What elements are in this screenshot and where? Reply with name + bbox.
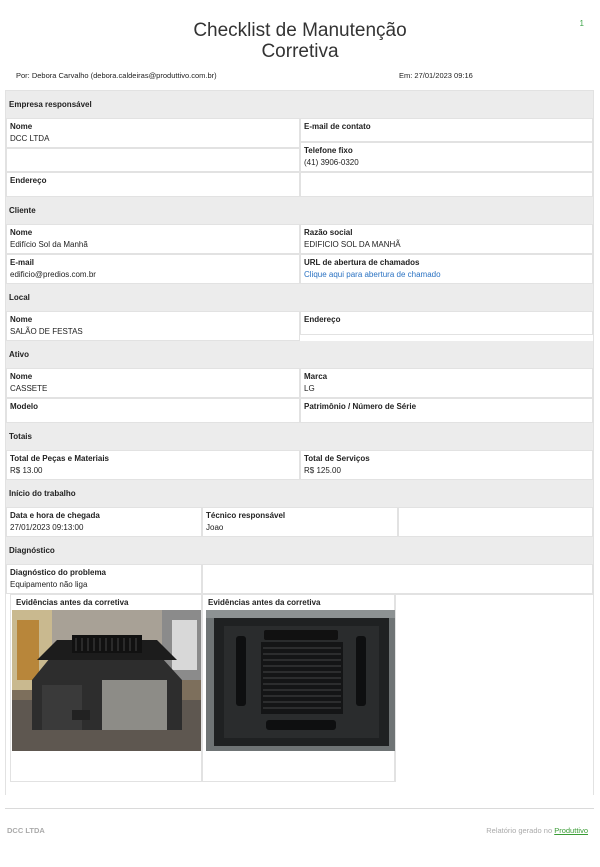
field-label: Diagnóstico do problema: [10, 568, 107, 577]
field-value: (41) 3906-0320: [304, 158, 359, 167]
footer-company: DCC LTDA: [7, 826, 45, 835]
cliente-nome: [6, 224, 300, 254]
field-label: URL de abertura de chamados: [304, 258, 420, 267]
field-value: CASSETE: [10, 384, 48, 393]
footer-generated: [486, 826, 588, 835]
section-totais-header: Totais: [6, 423, 593, 450]
totais-servicos: [300, 450, 593, 480]
ativo-marca: [300, 368, 593, 398]
evidence-blank: [395, 594, 593, 782]
ativo-nome: [6, 368, 300, 398]
open-ticket-link[interactable]: Clique aqui para abertura de chamado: [304, 270, 441, 279]
evidence-label-1: Evidências antes da corretiva: [16, 598, 129, 607]
field-label: Data e hora de chegada: [10, 511, 100, 520]
section-local-header: Local: [6, 284, 593, 311]
ativo-patrimonio: [300, 398, 593, 423]
footer-generated-prefix: Relatório gerado no: [486, 826, 553, 835]
field-value: DCC LTDA: [10, 134, 50, 143]
date-line: Em: 27/01/2023 09:16: [399, 71, 473, 80]
cliente-email: [6, 254, 300, 284]
report-title: [0, 20, 600, 62]
field-value: SALÃO DE FESTAS: [10, 327, 83, 336]
empresa-blank-2: [300, 172, 593, 197]
evidence-cell-1: [10, 594, 202, 782]
empresa-nome: [6, 118, 300, 148]
empresa-telefone: [300, 142, 593, 172]
section-cliente-header: Cliente: [6, 197, 593, 224]
field-value: Edifício Sol da Manhã: [10, 240, 88, 249]
produttivo-link[interactable]: Produttivo: [554, 826, 588, 835]
field-label: Modelo: [10, 402, 38, 411]
field-value: 27/01/2023 09:13:00: [10, 523, 84, 532]
footer-divider: [5, 808, 594, 809]
field-label: Nome: [10, 372, 33, 381]
field-value: Joao: [206, 523, 224, 532]
field-value: edificio@predios.com.br: [10, 270, 96, 279]
field-label: Razão social: [304, 228, 353, 237]
section-empresa-header: Empresa responsável: [6, 91, 593, 118]
page-number: 1: [579, 19, 584, 28]
section-ativo-header: Ativo: [6, 341, 593, 368]
section-diagnostico-header: Diagnóstico: [6, 537, 593, 564]
empresa-blank: [6, 148, 300, 172]
cliente-url-chamados: [300, 254, 593, 284]
diagnostico-problema: [6, 564, 202, 594]
field-label: Técnico responsável: [206, 511, 286, 520]
title-line-1: Checklist de Manutenção: [193, 20, 407, 41]
field-value: R$ 125.00: [304, 466, 341, 475]
cliente-razao-social: [300, 224, 593, 254]
field-value: Equipamento não liga: [10, 580, 88, 589]
field-label: Nome: [10, 228, 33, 237]
field-value: EDIFICIO SOL DA MANHÃ: [304, 240, 401, 249]
field-label: Total de Serviços: [304, 454, 370, 463]
section-inicio-header: Início do trabalho: [6, 480, 593, 507]
evidence-cell-2: [202, 594, 395, 782]
author-line: Por: Debora Carvalho (debora.caldeiras@produttivo.com.br): [16, 71, 217, 80]
evidence-photo-1[interactable]: [12, 610, 201, 751]
diagnostico-blank: [202, 564, 593, 594]
field-label: E-mail: [10, 258, 35, 267]
field-label: Nome: [10, 315, 33, 324]
field-value: LG: [304, 384, 315, 393]
inicio-tecnico: [202, 507, 398, 537]
inicio-blank: [398, 507, 593, 537]
report-body: [5, 90, 594, 795]
evidence-label-2: Evidências antes da corretiva: [208, 598, 321, 607]
field-label: Marca: [304, 372, 328, 381]
totais-pecas: [6, 450, 300, 480]
field-label: Telefone fixo: [304, 146, 353, 155]
field-value: R$ 13.00: [10, 466, 43, 475]
field-label: Total de Peças e Materiais: [10, 454, 110, 463]
inicio-chegada: [6, 507, 202, 537]
title-line-2: Corretiva: [261, 41, 339, 62]
empresa-endereco: [6, 172, 300, 197]
empresa-email: [300, 118, 593, 142]
field-label: Nome: [10, 122, 33, 131]
local-nome: [6, 311, 300, 341]
field-label: Patrimônio / Número de Série: [304, 402, 417, 411]
evidence-photo-2[interactable]: [206, 610, 395, 751]
ativo-modelo: [6, 398, 300, 423]
field-label: Endereço: [304, 315, 341, 324]
local-endereco: [300, 311, 593, 335]
field-label: E-mail de contato: [304, 122, 371, 131]
field-label: Endereço: [10, 176, 47, 185]
